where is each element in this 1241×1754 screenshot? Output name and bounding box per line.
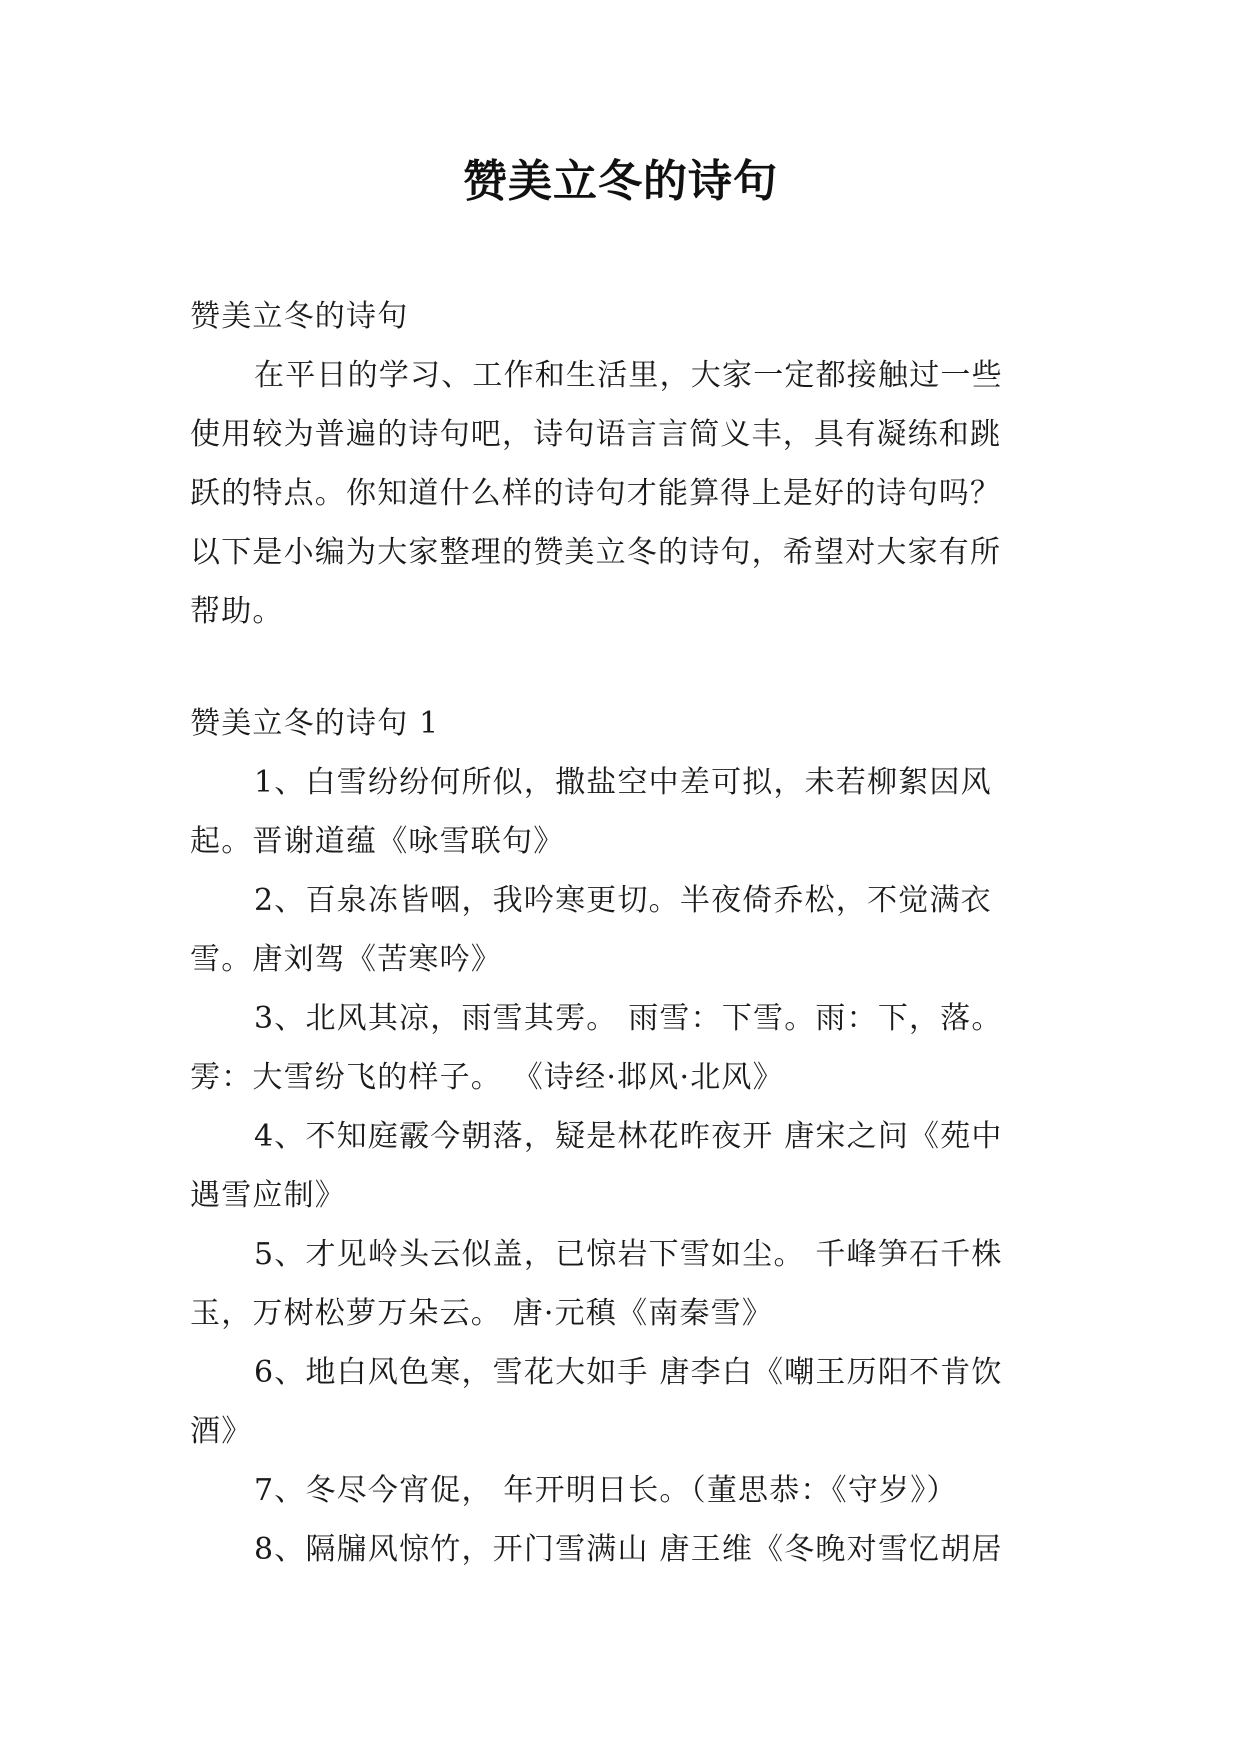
- intro-line: 跃的特点。你知道什么样的诗句才能算得上是好的诗句吗？: [190, 476, 1002, 511]
- poem-line: 5、才见岭头云似盖，已惊岩下雪如尘。 千峰笋石千株: [254, 1237, 1003, 1272]
- intro-line: 以下是小编为大家整理的赞美立冬的诗句，希望对大家有所: [190, 535, 1002, 570]
- intro-heading-text: 赞美立冬的诗句: [190, 299, 409, 334]
- intro-line: 帮助。: [190, 594, 284, 629]
- poem-line: 8、隔牖风惊竹，开门雪满山 唐王维《冬晚对雪忆胡居: [254, 1532, 1003, 1567]
- poem-line: 雱：大雪纷飞的样子。 《诗经·邶风·北风》: [190, 1060, 784, 1095]
- intro-line: 在平日的学习、工作和生活里，大家一定都接触过一些: [254, 358, 1003, 393]
- poem-list: [190, 753, 1050, 1579]
- intro-line: 使用较为普遍的诗句吧，诗句语言言简义丰，具有凝练和跳: [190, 417, 1002, 452]
- poem-line: 玉，万树松萝万朵云。 唐·元稹《南秦雪》: [190, 1296, 774, 1331]
- document-title: 赞美立冬的诗句: [463, 156, 778, 207]
- poem-line: 7、冬尽今宵促， 年开明日长。（董思恭：《守岁》）: [254, 1473, 958, 1508]
- intro-paragraph: [190, 346, 1050, 641]
- poem-line: 6、地白风色寒，雪花大如手 唐李白《嘲王历阳不肯饮: [254, 1355, 1003, 1390]
- section-heading: [190, 694, 1050, 753]
- section-heading-text: 赞美立冬的诗句 1: [190, 706, 440, 741]
- poem-line: 起。晋谢道蕴《咏雪联句》: [190, 824, 565, 859]
- poem-line: 4、不知庭霰今朝落，疑是林花昨夜开 唐宋之问《苑中: [254, 1119, 1003, 1154]
- poem-line: 1、白雪纷纷何所似，撒盐空中差可拟，未若柳絮因风: [254, 765, 992, 800]
- poem-line: 2、百泉冻皆咽，我吟寒更切。半夜倚乔松，不觉满衣: [254, 883, 992, 918]
- poem-line: 3、北风其凉，雨雪其雱。 雨雪：下雪。雨：下，落。: [254, 1001, 1003, 1036]
- poem-line: 酒》: [190, 1414, 253, 1449]
- poem-line: 遇雪应制》: [190, 1178, 346, 1213]
- poem-line: 雪。唐刘驾《苦寒吟》: [190, 942, 502, 977]
- intro-heading: [190, 287, 1050, 346]
